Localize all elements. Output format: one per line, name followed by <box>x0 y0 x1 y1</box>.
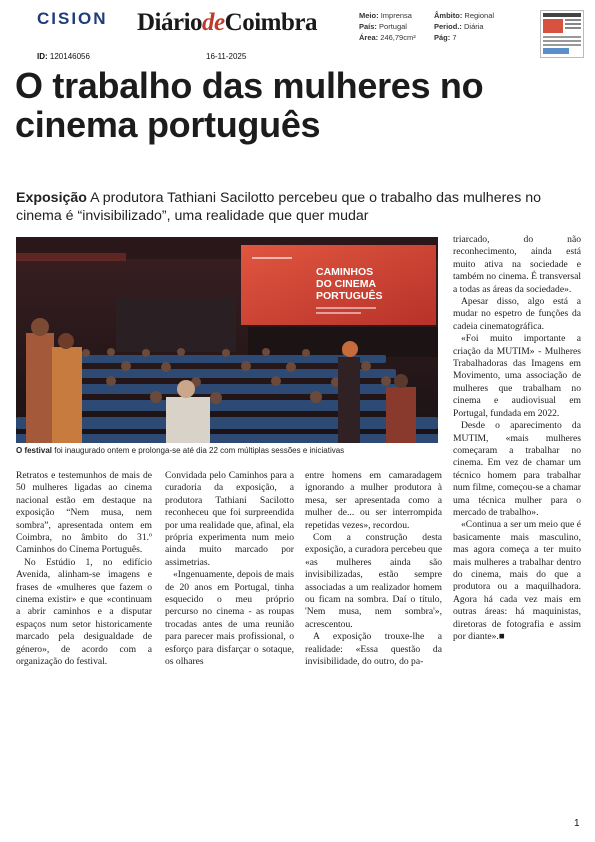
article-column-3 <box>305 470 442 669</box>
paragraph: Apesar disso, algo está a mudar no espetro de funções da cadeia cinematográfica. <box>453 296 581 332</box>
article-column-2 <box>165 470 294 669</box>
svg-text:PORTUGUÊS: PORTUGUÊS <box>316 290 383 302</box>
paragraph: entre homens em camaradagem ignorando a mulher produtora à mesa, ser apresentada como a mulher de... ou ser interrompida repetidas vezes», recordou. <box>305 470 442 531</box>
meta-value: 246,79cm² <box>380 33 416 42</box>
meta-label: Pág: <box>434 33 451 42</box>
clipping-meta-left <box>359 10 416 43</box>
photo-caption <box>16 446 446 456</box>
caption-text: foi inaugurado ontem e prolonga-se até dia 22 com múltiplas sessões e iniciativas <box>52 446 345 455</box>
caption-kicker: O festival <box>16 446 53 455</box>
clipping-id <box>37 52 90 61</box>
meta-value: Diária <box>464 22 484 31</box>
meta-label: Âmbito: <box>434 11 463 20</box>
paragraph: No Estúdio 1, no edifício Avenida, alinham-se imagens e frases de «mulheres que fazem o cinema existir» e que «continuam a abrir caminhos e a disputar espaços num setor historicamente marcado pela desigualdade de género», de acordo com a organização do festival. <box>16 556 152 668</box>
masthead-part-2: de <box>202 9 225 36</box>
meta-label: País: <box>359 22 377 31</box>
paragraph: «Ingenuamente, depois de mais de 20 anos em Portugal, tinha esquecido o meu próprio percurso no cinema - as roupas trocadas antes de uma reunião para parecer mais profissional, o esforço para disfarçar o sotaque, os olhares <box>165 569 294 668</box>
masthead-part-1: Diário <box>137 9 203 36</box>
clipping-date: 16-11-2025 <box>206 52 247 61</box>
meta-value: Regional <box>464 11 495 20</box>
paragraph: Com a construção desta exposição, a curadora percebeu que «as mulheres ainda são invisibilizadas, estão sempre associadas a um realizador homem ou ficam na sombra. Daí o título, 'Nem musa, nem sombra'», acrescentou. <box>305 532 442 630</box>
article-headline: O trabalho das mulheres no cinema português <box>15 65 484 145</box>
id-value: 120146056 <box>49 52 90 61</box>
article-column-4 <box>453 234 581 643</box>
meta-label: Meio: <box>359 11 379 20</box>
paragraph: Desde o aparecimento da MUTIM, «mais mulheres começaram a trabalhar no cinema. Em vez de chamar um técnico homem para trabalhar num filme, começou-se a chamar uma técnica mulher para o mercado de trabalho». <box>453 420 581 518</box>
lead-text: A produtora Tathiani Sacilotto percebeu que o trabalho das mulheres no cinema é “invisibilizado”, uma realidade que quer mudar <box>16 190 542 224</box>
meta-value: 7 <box>452 33 457 42</box>
article-column-1 <box>16 470 152 669</box>
paragraph: Retratos e testemunhos de mais de 50 mulheres ligadas ao cinema nacional estão em destaque na exposição “Nem musa, nem sombra”, apresentada ontem em Coimbra, no âmbito do 31.º Caminhos do Cinema Português. <box>16 470 152 556</box>
screen-text: CAMINHOS <box>316 266 374 278</box>
meta-label: Área: <box>359 33 379 42</box>
meta-value: Portugal <box>379 22 407 31</box>
newspaper-masthead <box>137 9 317 37</box>
page-number: 1 <box>574 818 580 829</box>
meta-label: Period.: <box>434 22 462 31</box>
svg-text:DO CINEMA: DO CINEMA <box>316 278 377 290</box>
id-label: ID: <box>37 52 48 61</box>
paragraph: «Continua a ser um meio que é basicamente mais masculino, mas agora começa a ter muito mais mulheres a trabalhar dentro do cinema, mais do que a produtora ou a maquilhadora. Agora há cada vez mais em outras áreas: há maquinistas, diretoras de fotografia e assim por diante».■ <box>453 519 581 642</box>
cision-logo: CISION <box>37 9 108 28</box>
masthead-part-3: Coimbra <box>224 9 317 36</box>
paragraph: triarcado, do não reconhecimento, ainda está muito ativa na sociedade e também no cinema. É transversal a todas as áreas da sociedade». <box>453 234 581 295</box>
paragraph: «Foi muito importante a criação da MUTIM» - Mulheres Trabalhadoras das Imagens em Movimento, uma associação de mulheres que trabalham no cinema e audiovisual em Portugal, fundada em 2022. <box>453 333 581 419</box>
meta-value: Imprensa <box>380 11 412 20</box>
paragraph: Convidada pelo Caminhos para a curadoria da exposição, a produtora Tathiani Sacilotto reconheceu que foi surpreendida por uma realidade que, afinal, ela própria experimenta num meio ainda muito marcado por assimetrias. <box>165 470 294 568</box>
cinema-hall-illustration <box>16 237 438 443</box>
lead-kicker: Exposição <box>16 190 87 206</box>
page-thumbnail[interactable] <box>540 10 584 58</box>
article-lead <box>16 189 576 225</box>
paragraph: A exposição trouxe-lhe a realidade: «Essa questão da invisibilidade, do outro, do pa- <box>305 631 442 668</box>
cinema-hall-photo <box>16 237 438 443</box>
clipping-meta-right <box>434 10 494 43</box>
